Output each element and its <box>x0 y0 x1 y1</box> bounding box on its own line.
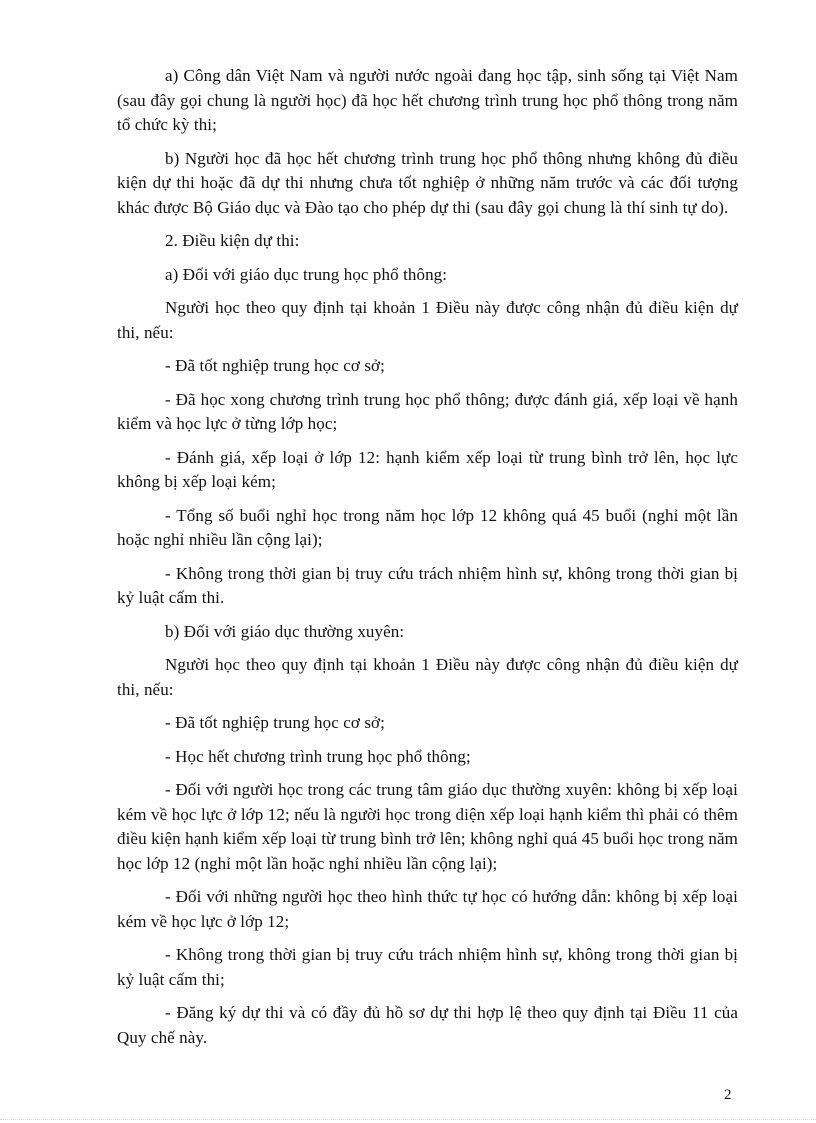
list-item: - Đối với những người học theo hình thức tự học có hướng dẫn: không bị xếp loại kém về học lực ở lớp 12; <box>117 887 738 931</box>
paragraph-1b-independent-candidates: b) Người học đã học hết chương trình trung học phổ thông nhưng không đủ điều kiện dự thi hoặc đã dự thi nhưng chưa tốt nghiệp ở những năm trước và các đối tượng khác được Bộ Giáo dục và Đào tạo cho phép dự thi (sau đây gọi chung là thí sinh tự do). <box>117 148 738 217</box>
list-item: - Tổng số buổi nghỉ học trong năm học lớp 12 không quá 45 buổi (nghỉ một lần hoặc nghỉ nhiều lần cộng lại); <box>117 505 738 549</box>
subheading-continuing-education: b) Đối với giáo dục thường xuyên: <box>165 621 405 641</box>
list-item: - Đăng ký dự thi và có đầy đủ hồ sơ dự thi hợp lệ theo quy định tại Điều 11 của Quy chế này. <box>117 1003 738 1047</box>
list-item: - Học hết chương trình trung học phổ thông; <box>165 746 471 766</box>
list-item: - Đã tốt nghiệp trung học cơ sở; <box>165 356 385 375</box>
list-item: - Đã học xong chương trình trung học phổ thông; được đánh giá, xếp loại về hạnh kiểm và học lực ở từng lớp học; <box>117 389 738 433</box>
paragraph-eligibility-intro: Người học theo quy định tại khoản 1 Điều này được công nhận đủ điều kiện dự thi, nếu: <box>117 298 738 342</box>
list-item: - Đối với người học trong các trung tâm giáo dục thường xuyên: không bị xếp loại kém về học lực ở lớp 12; nếu là người học trong diện xếp loại hạnh kiểm thì phải có thêm điều kiện hạnh kiểm xếp loại từ trung bình trở lên; không nghỉ quá 45 buổi học trong năm học lớp 12 (nghỉ một lần hoặc nghỉ nhiều lần cộng lại); <box>117 780 738 873</box>
list-item: - Đã tốt nghiệp trung học cơ sở; <box>165 713 385 732</box>
list-item: - Đánh giá, xếp loại ở lớp 12: hạnh kiểm xếp loại từ trung bình trở lên, học lực không bị xếp loại kém; <box>117 447 738 491</box>
paragraph-eligibility-intro: Người học theo quy định tại khoản 1 Điều này được công nhận đủ điều kiện dự thi, nếu: <box>117 655 738 699</box>
subheading-general-high-school: a) Đối với giáo dục trung học phổ thông: <box>165 264 448 284</box>
page-number: 2 <box>724 1087 732 1103</box>
page-bottom-divider <box>0 1119 816 1120</box>
list-item: - Không trong thời gian bị truy cứu trách nhiệm hình sự, không trong thời gian bị kỷ luật cấm thi. <box>117 563 738 607</box>
section-heading-exam-conditions: 2. Điều kiện dự thi: <box>165 231 300 250</box>
document-body <box>117 64 738 1059</box>
paragraph-1a-candidates-citizens: a) Công dân Việt Nam và người nước ngoài đang học tập, sinh sống tại Việt Nam (sau đây gọi chung là người học) đã học hết chương trình trung học phổ thông trong năm tổ chức kỳ thi; <box>117 66 738 134</box>
list-item: - Không trong thời gian bị truy cứu trách nhiệm hình sự, không trong thời gian bị kỷ luật cấm thi; <box>117 945 738 989</box>
